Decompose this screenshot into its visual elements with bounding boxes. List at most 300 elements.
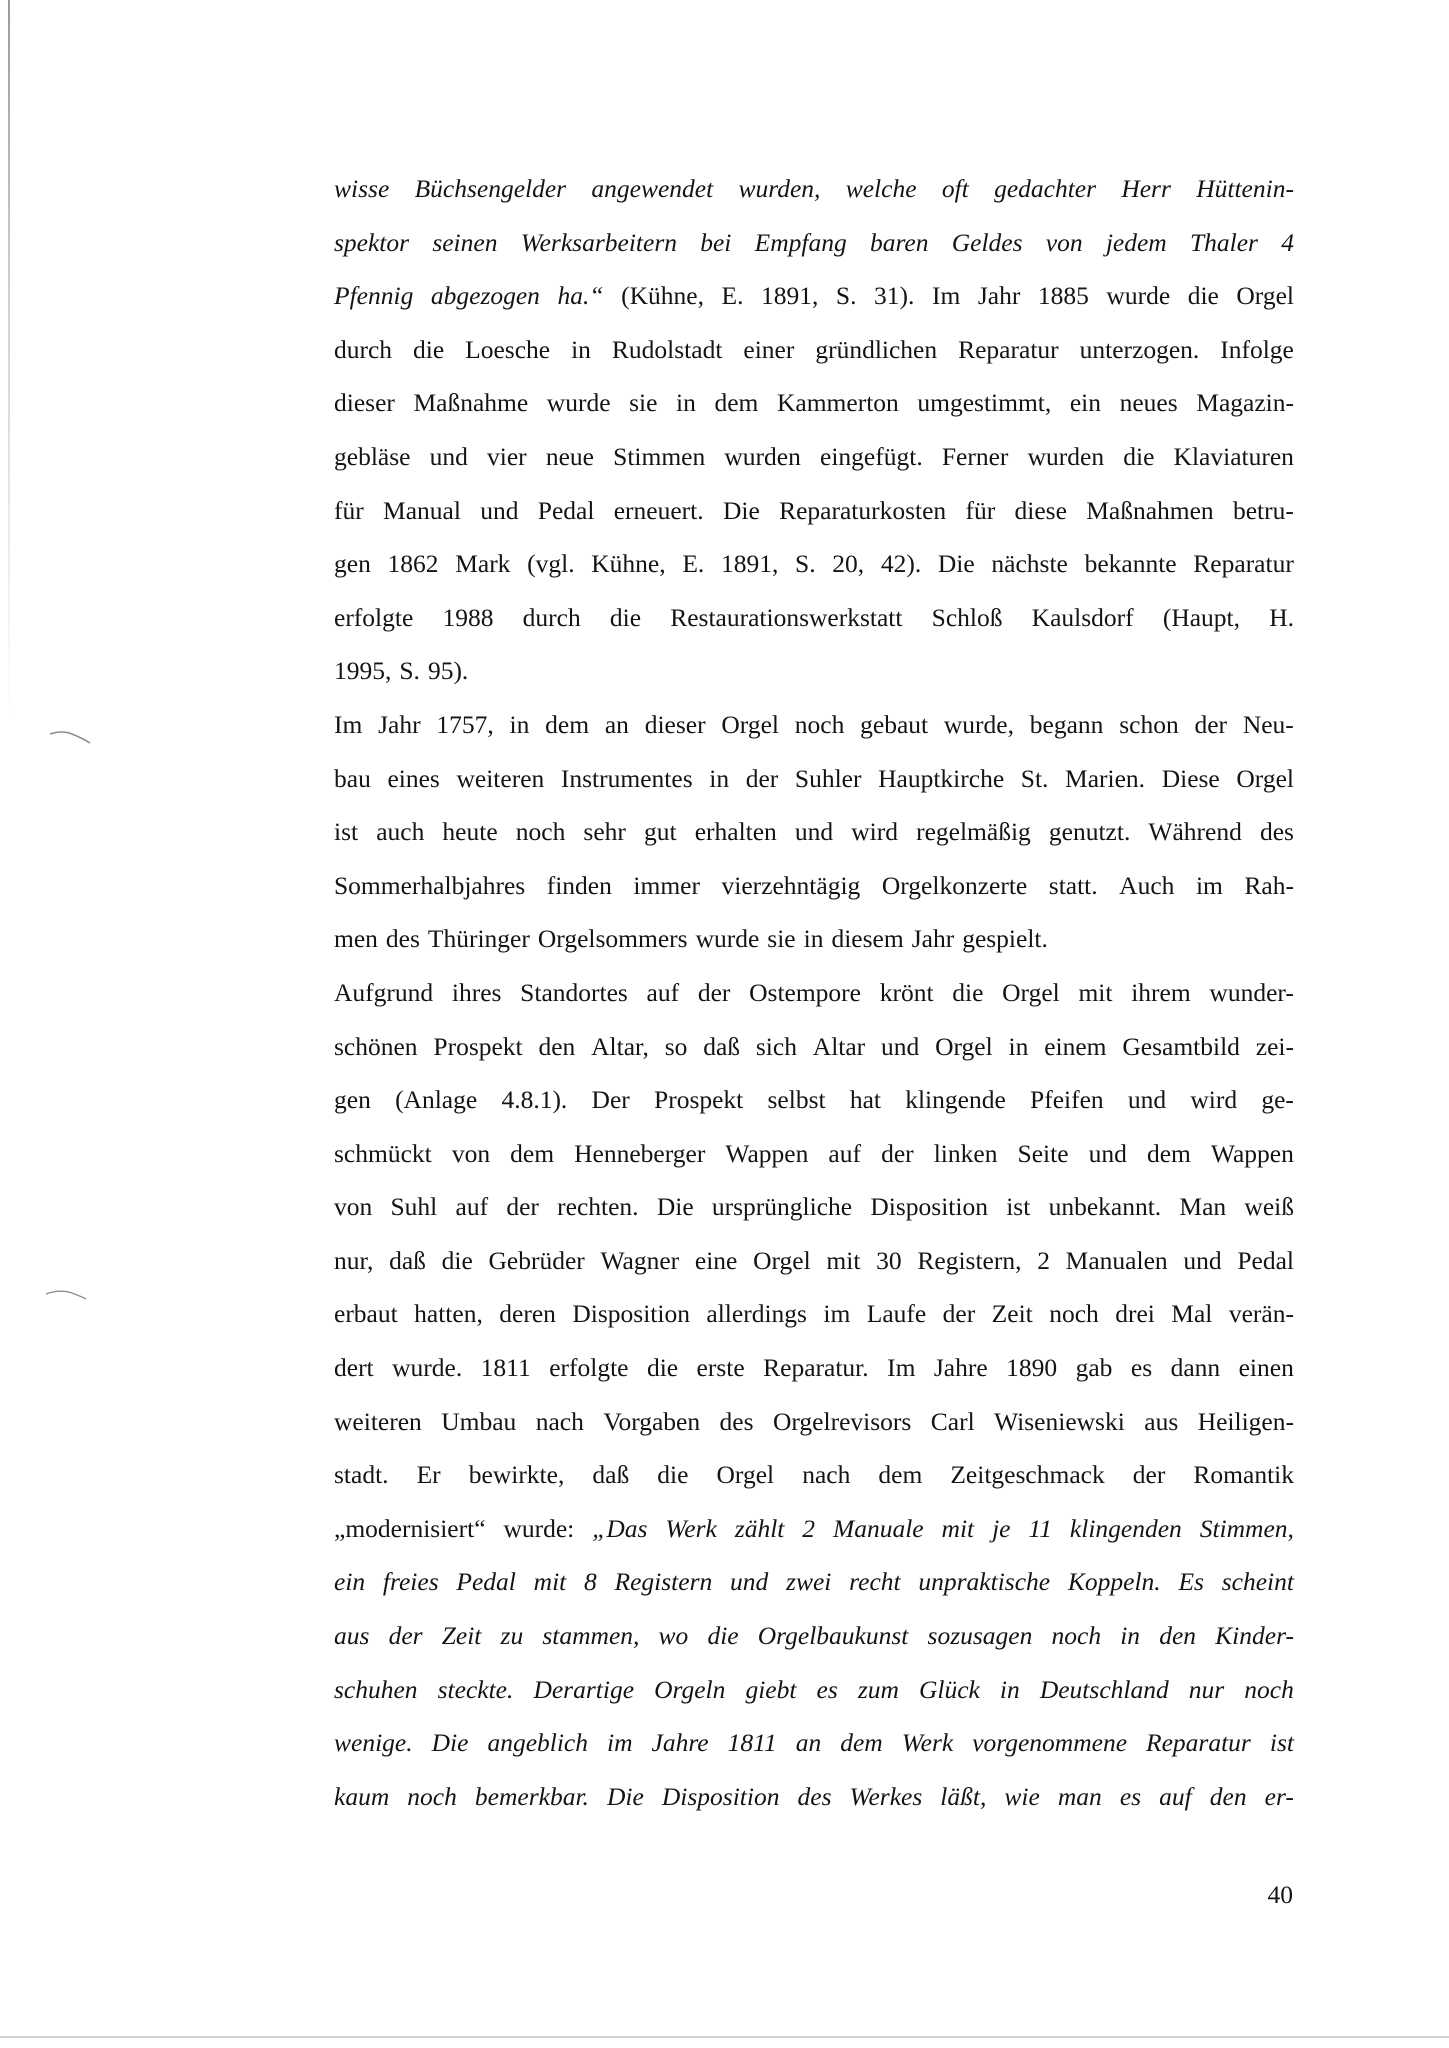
word: des <box>797 1781 832 1811</box>
word: Magazin- <box>1196 388 1294 418</box>
text-line <box>334 1663 1294 1717</box>
word: noch <box>1244 1674 1294 1704</box>
word: Mark <box>455 549 511 579</box>
word: baren <box>869 227 929 257</box>
word: 1811 <box>727 1728 777 1758</box>
word: hat <box>849 1085 881 1115</box>
word: durch <box>522 602 581 632</box>
word: dieser <box>334 388 395 418</box>
word: Manuale <box>832 1513 924 1543</box>
word: 4 <box>1281 227 1294 257</box>
word: Die <box>606 1781 644 1811</box>
word: finden <box>546 870 612 900</box>
word: Werk <box>901 1728 954 1758</box>
word: weiteren <box>334 1406 422 1436</box>
word: ist <box>1269 1728 1294 1758</box>
word: Die <box>656 1192 694 1222</box>
word: wird <box>1190 1085 1238 1115</box>
word: E. <box>721 281 744 311</box>
word: gründlichen <box>815 334 938 364</box>
word: nur, <box>334 1245 374 1275</box>
word: sehr <box>583 817 626 847</box>
word: Altar, <box>591 1031 649 1061</box>
word: 42). <box>880 549 922 579</box>
word: Orgel <box>1236 281 1294 311</box>
word: Disposition <box>661 1781 780 1811</box>
word: angeblich <box>487 1728 588 1758</box>
word: sozusagen <box>927 1621 1033 1651</box>
word: diese <box>1014 495 1067 525</box>
word: umgestimmt, <box>917 388 1052 418</box>
word: die <box>646 1353 679 1383</box>
word: Geldes <box>951 227 1023 257</box>
word: es <box>816 1674 838 1704</box>
word: wurde: <box>503 1513 575 1543</box>
word: ist <box>334 817 359 847</box>
word: einen <box>1238 1353 1294 1383</box>
word: begann <box>1029 709 1104 739</box>
text-line <box>334 1502 1294 1556</box>
word: der <box>942 1299 976 1329</box>
word: 1891, <box>761 281 819 311</box>
text-line <box>334 323 1294 377</box>
word: wurde <box>546 388 611 418</box>
word: vorgenommene <box>972 1728 1128 1758</box>
word: Carl <box>930 1406 975 1436</box>
text-line <box>334 859 1294 913</box>
word: der <box>1194 709 1228 739</box>
text-line <box>334 1234 1294 1288</box>
word: gedachter <box>994 174 1097 203</box>
word: Sommerhalbjahres <box>334 870 526 900</box>
word: gebläse <box>334 441 411 471</box>
word: den <box>1209 1781 1247 1811</box>
word: so <box>664 1031 688 1061</box>
word: stammen, <box>542 1621 640 1651</box>
word: der <box>697 977 731 1007</box>
word: men <box>334 924 378 954</box>
word: Disposition <box>572 1299 690 1329</box>
word: Kammerton <box>776 388 899 418</box>
word: in <box>803 924 824 954</box>
word: bewirkte, <box>468 1460 565 1490</box>
word: 1890 <box>1006 1353 1058 1383</box>
word: zei- <box>1255 1031 1294 1061</box>
text-line <box>334 1180 1294 1234</box>
word: Koppeln. <box>1067 1567 1161 1597</box>
word: kaum <box>334 1781 390 1811</box>
word: Empfang <box>754 227 847 257</box>
word: unpraktische <box>918 1567 1051 1597</box>
word: Loesche <box>465 334 551 364</box>
word: ursprüngliche <box>711 1192 853 1222</box>
word: Seite <box>1017 1138 1069 1168</box>
word: Rah- <box>1244 870 1294 900</box>
word: Kühne, <box>591 549 666 579</box>
word: es <box>1119 1781 1142 1811</box>
word: Die <box>937 549 975 579</box>
word: schmückt <box>334 1138 432 1168</box>
word: des <box>385 924 420 954</box>
word: Diese <box>1161 763 1220 793</box>
word: noch <box>1051 1621 1102 1651</box>
word: wenige. <box>334 1728 413 1758</box>
word: Manual <box>383 495 461 525</box>
word: die <box>413 334 445 364</box>
word: Glück <box>918 1674 980 1704</box>
word: gen <box>334 1085 371 1115</box>
word: läßt, <box>940 1781 987 1811</box>
word: erfolgte <box>549 1353 629 1383</box>
word: Reparaturkosten <box>779 495 947 525</box>
word: heute <box>442 817 498 847</box>
word: und <box>480 495 519 525</box>
word: klingenden <box>1069 1513 1182 1543</box>
word: Jahre <box>933 1353 988 1383</box>
text-line <box>334 1073 1294 1127</box>
scan-mark-upper <box>48 730 92 744</box>
word: gab <box>1075 1353 1113 1383</box>
text-line <box>334 805 1294 859</box>
word: Orgel <box>716 1460 775 1490</box>
word: Herr <box>1121 174 1171 203</box>
word: ihres <box>451 977 502 1007</box>
word: Orgel <box>1236 763 1294 793</box>
word: 1862 <box>387 549 439 579</box>
word: jedem <box>1105 227 1167 257</box>
word: die <box>609 602 642 632</box>
word: 11 <box>1028 1513 1052 1543</box>
word: Registern, <box>917 1245 1022 1275</box>
word: Romantik <box>1193 1460 1294 1490</box>
word: auf <box>455 1192 489 1222</box>
word: E. <box>682 549 705 579</box>
word: Kinder- <box>1215 1621 1294 1651</box>
word: Pfennig <box>334 281 414 311</box>
word: wurden <box>1027 441 1105 471</box>
word: Zeit <box>991 1299 1033 1329</box>
word: dieser <box>644 709 706 739</box>
word: Pfeifen <box>1030 1085 1104 1115</box>
word: Die <box>722 495 760 525</box>
word: welche <box>845 174 917 203</box>
word: Deutschland <box>1039 1674 1169 1704</box>
word: sie <box>767 924 796 954</box>
word: Stimmen, <box>1199 1513 1294 1543</box>
word: Rudolstadt <box>611 334 723 364</box>
word: mit <box>826 1245 861 1275</box>
word: ein <box>1069 388 1102 418</box>
word: der <box>745 763 779 793</box>
word: (vgl. <box>527 549 575 579</box>
word: krönt <box>879 977 934 1007</box>
word: drei <box>1115 1299 1155 1329</box>
word: Jahr <box>977 281 1021 311</box>
word: noch <box>407 1781 457 1811</box>
word: Umbau <box>441 1406 517 1436</box>
word: stadt. <box>334 1460 389 1490</box>
word: dem <box>878 1460 923 1490</box>
word: bau <box>334 763 371 793</box>
word: klingende <box>905 1085 1006 1115</box>
word: hatten, <box>414 1299 483 1329</box>
word: und <box>794 817 834 847</box>
word: 2 <box>802 1513 816 1543</box>
word: 95). <box>427 656 469 686</box>
text-line <box>334 912 1294 966</box>
text-line <box>334 1020 1294 1074</box>
word: 1988 <box>442 602 494 632</box>
word: zwei <box>786 1567 832 1597</box>
word: der <box>881 1138 914 1168</box>
word: weiteren <box>456 763 545 793</box>
word: die <box>707 1621 739 1651</box>
word: S. <box>795 549 816 579</box>
word: aus <box>334 1621 370 1651</box>
word: immer <box>633 870 700 900</box>
word: wisse <box>334 174 390 203</box>
word: gen <box>334 549 371 579</box>
word: ein <box>334 1567 366 1597</box>
word: der <box>1132 1460 1166 1490</box>
word: schon <box>1119 709 1179 739</box>
word: genutzt. <box>1048 817 1131 847</box>
word: im <box>607 1728 633 1758</box>
word: steckte. <box>437 1674 514 1704</box>
word: schuhen <box>334 1674 418 1704</box>
word: dann <box>1170 1353 1221 1383</box>
word: Zeit <box>441 1621 482 1651</box>
word: eine <box>694 1245 738 1275</box>
word: wurde. <box>392 1353 463 1383</box>
word: Wappen <box>1210 1138 1294 1168</box>
word: ist <box>1006 1192 1031 1222</box>
word: in <box>1008 1031 1029 1061</box>
word: dem <box>545 709 590 739</box>
word: Suhl <box>390 1192 438 1222</box>
word: bekannte <box>1084 549 1177 579</box>
word: Klaviaturen <box>1173 441 1294 471</box>
word: Orgelkonzerte <box>881 870 1028 900</box>
word: Orgel <box>753 1245 811 1275</box>
word: 30 <box>876 1245 902 1275</box>
word: daß <box>389 1245 426 1275</box>
word: Altar <box>812 1031 866 1061</box>
word: wurde <box>1106 281 1171 311</box>
word: dert <box>334 1353 374 1383</box>
word: und <box>881 1031 920 1061</box>
word: regelmäßig <box>916 817 1031 847</box>
word: Orgeln <box>654 1674 726 1704</box>
word: Kaulsdorf <box>1031 602 1134 632</box>
word: 1885 <box>1037 281 1089 311</box>
word: 1811 <box>480 1353 531 1383</box>
word: der <box>506 1192 539 1222</box>
word: seinen <box>432 227 498 257</box>
text-line <box>334 752 1294 806</box>
word: mit <box>941 1513 975 1543</box>
text-line <box>334 430 1294 484</box>
word: 20, <box>832 549 865 579</box>
word: gebaut <box>860 709 929 739</box>
word: Laufe <box>866 1299 927 1329</box>
word: dem <box>1146 1138 1191 1168</box>
word: man <box>1057 1781 1102 1811</box>
word: und <box>429 441 468 471</box>
word: erfolgte <box>334 602 414 632</box>
text-line <box>334 162 1294 216</box>
word: von <box>1045 227 1083 257</box>
word: Werksarbeitern <box>520 227 677 257</box>
word: Maßnahme <box>413 388 529 418</box>
word: der <box>388 1621 423 1651</box>
word: Stimmen <box>613 441 706 471</box>
word: 4.8.1). <box>501 1085 568 1115</box>
word: Aufgrund <box>334 977 434 1007</box>
word: diesem <box>831 924 904 954</box>
word: Wappen <box>725 1138 809 1168</box>
word: auf <box>828 1138 861 1168</box>
word: es <box>1130 1353 1153 1383</box>
word: Henneberger <box>574 1138 706 1168</box>
word: 1995, <box>334 656 392 686</box>
word: nach <box>535 1406 584 1436</box>
word: Auch <box>1119 870 1175 900</box>
word: Neu- <box>1242 709 1294 739</box>
word: freies <box>382 1567 439 1597</box>
word: H. <box>1269 602 1294 632</box>
page-number: 40 <box>1267 1880 1293 1909</box>
word: für <box>334 495 364 525</box>
word: auf <box>1159 1781 1192 1811</box>
word: Ferner <box>941 441 1009 471</box>
word: und <box>730 1567 769 1597</box>
text-line <box>334 1609 1294 1663</box>
word: des <box>719 1406 754 1436</box>
word: Werk <box>665 1513 717 1543</box>
word: Gesamtbild <box>1122 1031 1240 1061</box>
body-text <box>334 162 1294 1823</box>
word: an <box>604 709 629 739</box>
word: nach <box>802 1460 851 1490</box>
word: Instrumentes <box>560 763 693 793</box>
word: rechten. <box>557 1192 639 1222</box>
text-line <box>334 591 1294 645</box>
word: dem <box>840 1728 883 1758</box>
word: in <box>999 1674 1020 1704</box>
word: Im <box>931 281 961 311</box>
word: ge- <box>1261 1085 1294 1115</box>
word: in <box>509 709 530 739</box>
text-line <box>334 537 1294 591</box>
word: vierzehntägig <box>721 870 861 900</box>
word: Manualen <box>1065 1245 1168 1275</box>
word: Wiseniewski <box>994 1406 1125 1436</box>
word: S. <box>399 656 420 686</box>
word: vier <box>487 441 527 471</box>
word: Registern <box>614 1567 713 1597</box>
word: unterzogen. <box>1079 334 1200 364</box>
word: eingefügt. <box>820 441 923 471</box>
word: Hüttenin- <box>1196 174 1294 203</box>
word: deren <box>499 1299 556 1329</box>
scan-mark-lower <box>44 1286 88 1300</box>
word: Maßnahmen <box>1086 495 1214 525</box>
word: Gebrüder <box>488 1245 585 1275</box>
word: Orgel <box>1002 977 1060 1007</box>
word: linken <box>933 1138 998 1168</box>
word: Pedal <box>456 1567 516 1597</box>
word: er- <box>1264 1781 1294 1811</box>
word: erhalten <box>694 817 777 847</box>
word: Pedal <box>1237 1245 1294 1275</box>
word: erste <box>696 1353 745 1383</box>
word: Wagner <box>600 1245 680 1275</box>
word: die <box>1187 281 1219 311</box>
word: wurden <box>724 441 801 471</box>
word: Zeitgeschmack <box>950 1460 1105 1490</box>
text-line <box>334 1287 1294 1341</box>
word: Reparatur <box>1146 1728 1251 1758</box>
text-line <box>334 1770 1294 1824</box>
word: in <box>571 334 591 364</box>
word: aus <box>1144 1406 1179 1436</box>
word: Thüringer <box>427 924 530 954</box>
word: daß <box>703 1031 741 1061</box>
word: noch <box>515 817 566 847</box>
text-line <box>334 1341 1294 1395</box>
word: Man <box>1179 1192 1227 1222</box>
word: den <box>1159 1621 1197 1651</box>
word: in <box>1120 1621 1141 1651</box>
text-line <box>334 1448 1294 1502</box>
word: Infolge <box>1220 334 1294 364</box>
word: Orgelrevisors <box>772 1406 912 1436</box>
word: scheint <box>1221 1567 1294 1597</box>
word: Hauptkirche <box>878 763 1005 793</box>
word: Er <box>416 1460 441 1490</box>
word: (Anlage <box>395 1085 478 1115</box>
word: dem <box>510 1138 555 1168</box>
word: abgezogen <box>430 281 540 311</box>
word: Jahr <box>378 709 421 739</box>
word: Disposition <box>870 1192 988 1222</box>
word: „Das <box>592 1513 648 1543</box>
text-line <box>334 1127 1294 1181</box>
word: zählt <box>734 1513 785 1543</box>
word: „modernisiert“ <box>334 1513 486 1543</box>
text-line <box>334 484 1294 538</box>
word: bei <box>700 227 732 257</box>
word: gespielt. <box>962 924 1048 954</box>
word: Prospekt <box>433 1031 523 1061</box>
text-line <box>334 1716 1294 1770</box>
word: ihrem <box>1131 977 1191 1007</box>
word: wunder- <box>1209 977 1294 1007</box>
word: zum <box>857 1674 899 1704</box>
word: die <box>952 977 984 1007</box>
word: statt. <box>1048 870 1098 900</box>
word: (Haupt, <box>1162 602 1241 632</box>
word: selbst <box>767 1085 826 1115</box>
word: mit <box>1078 977 1113 1007</box>
word: Standortes <box>520 977 628 1007</box>
word: dem <box>714 388 759 418</box>
word: den <box>538 1031 576 1061</box>
word: Orgel <box>721 709 779 739</box>
word: Heiligen- <box>1197 1406 1294 1436</box>
word: die <box>1123 441 1155 471</box>
